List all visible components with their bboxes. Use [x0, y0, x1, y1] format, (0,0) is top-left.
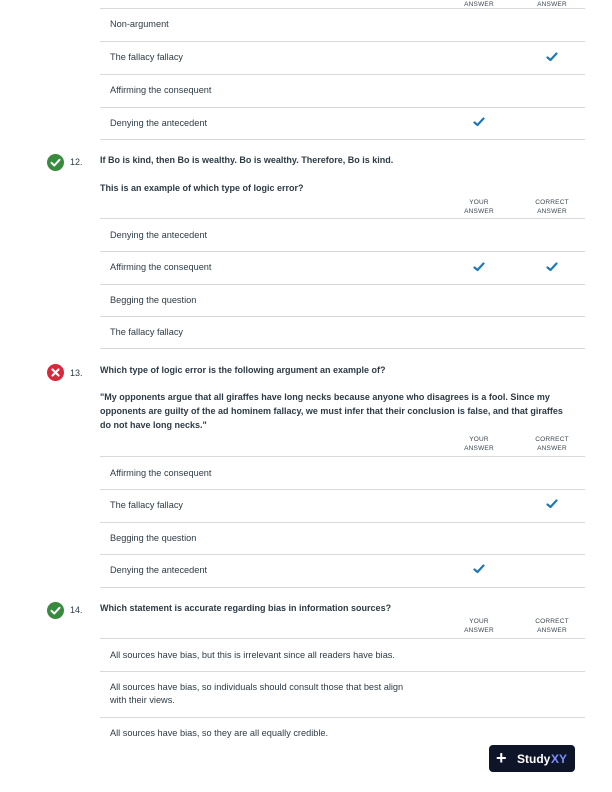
option-label-line-2: with their views. — [110, 695, 175, 705]
q14-option-1[interactable] — [100, 639, 585, 672]
option-label: All sources have bias, but this is irrelevant since all readers have bias. — [110, 650, 395, 660]
your-answer-header-label: YOUR ANSWER — [464, 199, 494, 215]
q12-option-2[interactable] — [100, 252, 585, 285]
option-label: Begging the question — [110, 533, 197, 543]
your-answer-header-label: YOUR ANSWER — [464, 618, 494, 634]
your-answer-header-label: YOUR ANSWER — [464, 436, 494, 452]
q13-option-4[interactable] — [100, 555, 585, 588]
option-label: The fallacy fallacy — [110, 327, 184, 337]
option-label: The fallacy fallacy — [110, 52, 184, 62]
correct-answer-check-icon — [546, 498, 558, 510]
correct-answer-header-label: ANSWER — [537, 1, 567, 8]
option-label-line-1: All sources have bias, so individuals should consult those that best align — [110, 682, 404, 692]
option-label: Affirming the consequent — [110, 262, 212, 272]
brand-name-part-2: XY — [551, 752, 568, 766]
option-label: Denying the antecedent — [110, 230, 208, 240]
question-prompt: This is an example of which type of logic error? — [100, 183, 304, 193]
correct-answer-header — [522, 198, 582, 216]
your-answer-check-icon — [473, 116, 485, 128]
your-answer-header — [449, 198, 509, 216]
option-label: Non-argument — [110, 19, 169, 29]
option-label: Denying the antecedent — [110, 565, 208, 575]
option-label: The fallacy fallacy — [110, 500, 184, 510]
correct-answer-header-label: CORRECT ANSWER — [535, 618, 569, 634]
correct-status-icon — [47, 154, 64, 171]
question-text: Which statement is accurate regarding bias in information sources? — [100, 603, 392, 613]
question-text: If Bo is kind, then Bo is wealthy. Bo is wealthy. Therefore, Bo is kind. — [100, 155, 394, 165]
q11-option-2[interactable] — [100, 42, 585, 75]
option-label: Affirming the consequent — [110, 85, 212, 95]
question-quote-line-1: "My opponents argue that all giraffes have long necks because anyone who disagrees is a fool. Since my — [100, 392, 550, 402]
q12-option-4[interactable] — [100, 317, 585, 349]
correct-answer-check-icon — [546, 261, 558, 273]
correct-status-icon — [47, 602, 64, 619]
question-number: 12. — [70, 157, 83, 167]
correct-answer-header — [522, 435, 582, 453]
question-quote-line-2: opponents are guilty of the ad hominem fallacy, we must infer that their conclusion is false, and that giraffes — [100, 406, 563, 416]
brand-name-part-1: Study — [517, 752, 551, 766]
plus-icon: + — [496, 748, 507, 768]
q14-option-2[interactable] — [100, 672, 585, 718]
question-text: Which type of logic error is the following argument an example of? — [100, 365, 386, 375]
your-answer-header — [449, 617, 509, 635]
correct-answer-header-label: CORRECT ANSWER — [535, 436, 569, 452]
q12-option-3[interactable] — [100, 285, 585, 317]
option-label: Affirming the consequent — [110, 468, 212, 478]
option-label: All sources have bias, so they are all equally credible. — [110, 728, 329, 738]
q12-option-1[interactable] — [100, 219, 585, 252]
studyxy-logo-badge[interactable] — [489, 745, 575, 772]
q13-option-2[interactable] — [100, 490, 585, 523]
correct-answer-header-label: CORRECT ANSWER — [535, 199, 569, 215]
your-answer-check-icon — [473, 563, 485, 575]
your-answer-header — [449, 435, 509, 453]
correct-answer-header — [522, 617, 582, 635]
question-quote-line-3: do not have long necks." — [100, 420, 207, 430]
q13-option-3[interactable] — [100, 523, 585, 555]
option-label: Denying the antecedent — [110, 118, 208, 128]
question-number: 13. — [70, 368, 83, 378]
q11-option-1[interactable] — [100, 9, 585, 42]
your-answer-header-label: ANSWER — [464, 1, 494, 8]
incorrect-status-icon — [47, 364, 64, 381]
question-number: 14. — [70, 605, 83, 615]
q11-option-4[interactable] — [100, 108, 585, 140]
q13-option-1[interactable] — [100, 457, 585, 490]
your-answer-check-icon — [473, 261, 485, 273]
q11-option-3[interactable] — [100, 75, 585, 108]
correct-answer-check-icon — [546, 51, 558, 63]
option-label: Begging the question — [110, 295, 197, 305]
